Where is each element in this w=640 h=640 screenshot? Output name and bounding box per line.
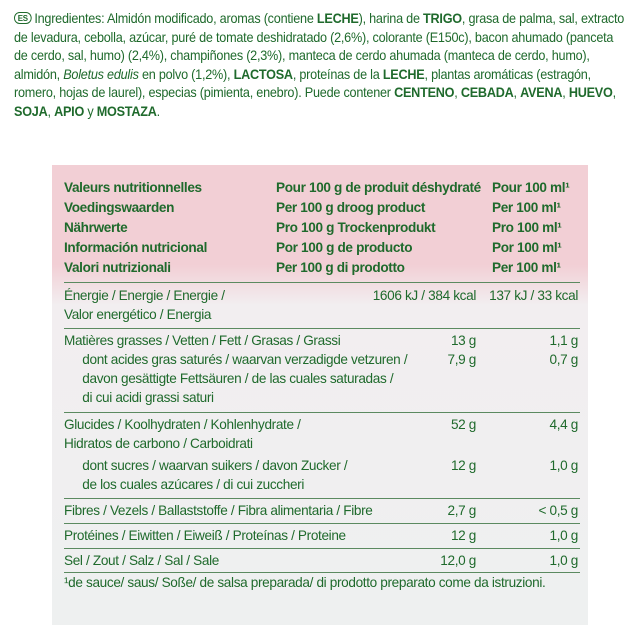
nutrition-header — [64, 178, 584, 278]
ingredient-text: , — [612, 85, 616, 101]
ingredient-text: . — [156, 103, 160, 119]
row-label: dont sucres / waarvan suikers / davon Zucker / — [72, 458, 348, 473]
value-per-100ml: 1,1 g — [549, 333, 578, 348]
ingredient-text: en polvo (1,2%), — [138, 66, 234, 82]
ingredient-text: , — [454, 85, 461, 101]
header-row-es — [64, 238, 584, 258]
divider — [64, 282, 580, 283]
value-per-100ml: 4,4 g — [549, 417, 578, 432]
ingredient-text: , — [513, 85, 521, 101]
allergen-text: SOJA — [14, 103, 48, 119]
row-label: de los cuales azúcares / di cui zuccheri — [72, 477, 305, 492]
ingredient-text: , plantas aromáticas (estragón, romero, hojas de laurel), especias (pimienta, enebro). Puede contener — [14, 66, 591, 101]
footnote: ¹de sauce/ saus/ Soße/ de salsa preparada/ di prodotto preparato come da istruzioni. — [64, 575, 546, 590]
language-badge: ES — [14, 12, 32, 24]
header-label: Voedingswaarden — [64, 200, 175, 215]
header-label: Nährwerte — [64, 220, 128, 235]
latin-name-text: Boletus edulis — [63, 66, 139, 82]
header-per-100ml: Per 100 ml¹ — [492, 200, 561, 215]
value-per-100ml: 1,0 g — [549, 553, 578, 568]
header-per-100g: Per 100 g di prodotto — [276, 260, 405, 275]
divider — [64, 548, 580, 549]
row-label: di cui acidi grassi saturi — [72, 390, 214, 405]
ingredients-paragraph — [14, 10, 628, 122]
header-per-100g: Pro 100 g Trockenprodukt — [276, 220, 436, 235]
value-per-100ml: < 0,5 g — [538, 503, 578, 518]
divider — [64, 572, 580, 573]
ingredient-text: Ingredientes: Almidón modificado, aromas (contiene — [34, 11, 317, 26]
header-per-100ml: Por 100 ml¹ — [492, 240, 562, 255]
divider — [64, 328, 580, 329]
allergen-text: TRIGO — [423, 11, 462, 26]
value-per-100g: 1606 kJ / 384 kcal — [372, 288, 476, 303]
row-label: davon gesättigte Fettsäuren / de las cuales saturadas / — [72, 371, 394, 386]
value-per-100ml: 0,7 g — [549, 352, 578, 367]
header-per-100ml: Pro 100 ml¹ — [492, 220, 562, 235]
header-row-fr — [64, 178, 584, 198]
divider — [64, 412, 580, 413]
allergen-text: LECHE — [316, 11, 359, 26]
row-label: Matières grasses / Vetten / Fett / Grasas / Grassi — [64, 333, 341, 348]
value-per-100g: 13 g — [450, 333, 476, 348]
header-per-100g: Por 100 g de producto — [276, 240, 413, 255]
row-label: Glucides / Koolhydraten / Kohlenhydrate / — [64, 417, 301, 432]
divider — [64, 498, 580, 499]
row-label: Valor energético / Energia — [64, 307, 212, 322]
value-per-100g: 12 g — [450, 458, 476, 473]
header-row-it — [64, 258, 584, 278]
allergen-text: AVENA — [520, 85, 563, 101]
ingredient-text: y — [84, 103, 97, 119]
nutrition-table — [64, 178, 584, 590]
header-label: Valeurs nutritionnelles — [64, 180, 202, 195]
header-row-nl — [64, 198, 584, 218]
allergen-text: CEBADA — [460, 85, 514, 101]
row-label: Énergie / Energie / Energie / — [64, 288, 225, 303]
value-per-100ml: 1,0 g — [549, 458, 578, 473]
row-label: dont acides gras saturés / waarvan verzadigde vetzuren / — [72, 352, 408, 367]
allergen-text: HUEVO — [568, 85, 613, 101]
allergen-text: LECHE — [382, 66, 425, 82]
row-label: Sel / Zout / Salz / Sal / Sale — [64, 553, 219, 568]
divider — [64, 523, 580, 524]
value-per-100g: 12,0 g — [440, 553, 476, 568]
allergen-text: MOSTAZA — [96, 103, 157, 119]
header-per-100g: Per 100 g droog product — [276, 200, 426, 215]
header-label: Información nutricional — [64, 240, 208, 255]
header-label: Valori nutrizionali — [64, 260, 171, 275]
row-label: Hidratos de carbono / Carboidrati — [64, 436, 253, 451]
header-row-de — [64, 218, 584, 238]
allergen-text: LACTOSA — [233, 66, 293, 82]
value-per-100g: 12 g — [450, 528, 476, 543]
ingredient-text: , grasa de palma, sal, extracto de levadura, cebolla, azúcar, puré de tomate deshidratado (2,6%), colorante (E150c), bacon ahumado (panceta de cerdo, sal, humo) (2,4%), champiñones (2,3%), manteca de cerdo ahumada (manteca de cerdo, humo), almidón, — [14, 11, 625, 82]
ingredient-text: ), harina de — [358, 11, 424, 26]
ingredients-text — [14, 11, 624, 119]
value-per-100ml: 137 kJ / 33 kcal — [489, 288, 578, 303]
header-per-100g: Pour 100 g de produit déshydraté — [276, 180, 481, 195]
row-label: Fibres / Vezels / Ballaststoffe / Fibra alimentaria / Fibre — [64, 503, 373, 518]
row-label: Protéines / Eiwitten / Eiweiß / Proteínas / Proteine — [64, 528, 346, 543]
header-per-100ml: Pour 100 ml¹ — [492, 180, 570, 195]
value-per-100g: 2,7 g — [447, 503, 476, 518]
value-per-100ml: 1,0 g — [549, 528, 578, 543]
header-per-100ml: Per 100 ml¹ — [492, 260, 561, 275]
allergen-text: APIO — [54, 103, 85, 119]
value-per-100g: 7,9 g — [447, 352, 476, 367]
ingredient-text: , — [562, 85, 569, 101]
value-per-100g: 52 g — [450, 417, 476, 432]
ingredient-text: , proteínas de la — [292, 66, 383, 82]
ingredient-text: , — [47, 103, 55, 119]
allergen-text: CENTENO — [394, 85, 455, 101]
